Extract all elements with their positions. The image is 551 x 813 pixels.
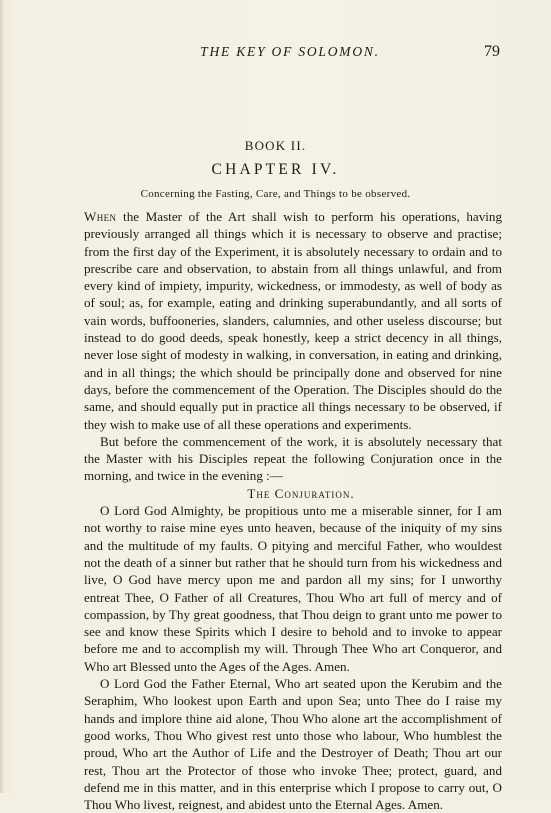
chapter-heading: CHAPTER IV.: [211, 161, 340, 178]
paragraph-1: [84, 208, 502, 433]
paragraph-1-text: the Master of the Art shall wish to perform his operations, having previously arranged all things which it is necessary to observe and practise; from the first day of the Experiment, it is absolutely necessary to ordain and to prescribe care and observation, to abstain from all things unlawful, and from every kind of impiety, impurity, wickedness, or immodesty, as well of body as of soul; as, for example, eating and drinking superabundantly, and all sorts of vain words, buffooneries, slanders, calumnies, and other useless discourse; but instead to do good deeds, speak honestly, keep a strict decency in all things, never lose sight of modesty in walking, in conversation, in eating and drinking, and in all things; the which should be principally done and observed for nine days, before the commencement of the Operation. The Disciples should do the same, and should equally put in practice all things necessary to be observed, if they wish to make use of all these operations and experiments.: [84, 209, 502, 432]
paragraph-2: But before the commencement of the work, it is absolutely necessary that the Master with his Disciples repeat the following Conjuration once in the morning, and twice in the evening :—: [84, 433, 502, 484]
book-heading: BOOK II.: [244, 138, 307, 153]
paragraph-3: O Lord God Almighty, be propitious unto me a miserable sinner, for I am not worthy to raise mine eyes unto heaven, because of the iniquity of my sins and the multitude of my faults. O pitying and merciful Father, who wouldest not the death of a sinner but rather that he should turn from his wickedness and live, O God have mercy upon me and pardon all my sins; for I unworthy entreat Thee, O Father of all Creatures, Thou Who art full of mercy and of compassion, by Thy great goodness, that Thou deign to grant unto me power to see and know these Spirits which I desire to behold and to invoke to appear before me and to accomplish my will. Through Thee Who art Conqueror, and Who art Blessed unto the Ages of the Ages. Amen.: [84, 503, 502, 674]
paragraph-1-lead-word: When: [84, 209, 117, 224]
body-text: [84, 208, 502, 813]
page-number: 79: [484, 43, 500, 60]
chapter-subtitle: Concerning the Fasting, Care, and Things to be observed.: [140, 188, 411, 200]
running-head: [80, 44, 500, 64]
running-title: THE KEY OF SOLOMON.: [200, 44, 380, 59]
paragraph-4: O Lord God the Father Eternal, Who art seated upon the Kerubim and the Seraphim, Who lookest upon Earth and upon Sea; unto Thee do I raise my hands and implore thine aid alone, Thou Who alone art the accomplishment of good works, Thou Who givest rest unto those who labour, Who humblest the proud, Who art the Author of Life and the Destroyer of Death; Thou art our rest, Thou art the Protector of those who invoke Thee; protect, guard, and defend me in this matter, and in this enterprise which I propose to carry out, O Thou Who livest, reignest, and abidest unto the Eternal Ages. Amen.: [84, 676, 502, 813]
page-edge-shadow: [0, 0, 4, 793]
conjuration-heading: The Conjuration.: [247, 485, 355, 501]
